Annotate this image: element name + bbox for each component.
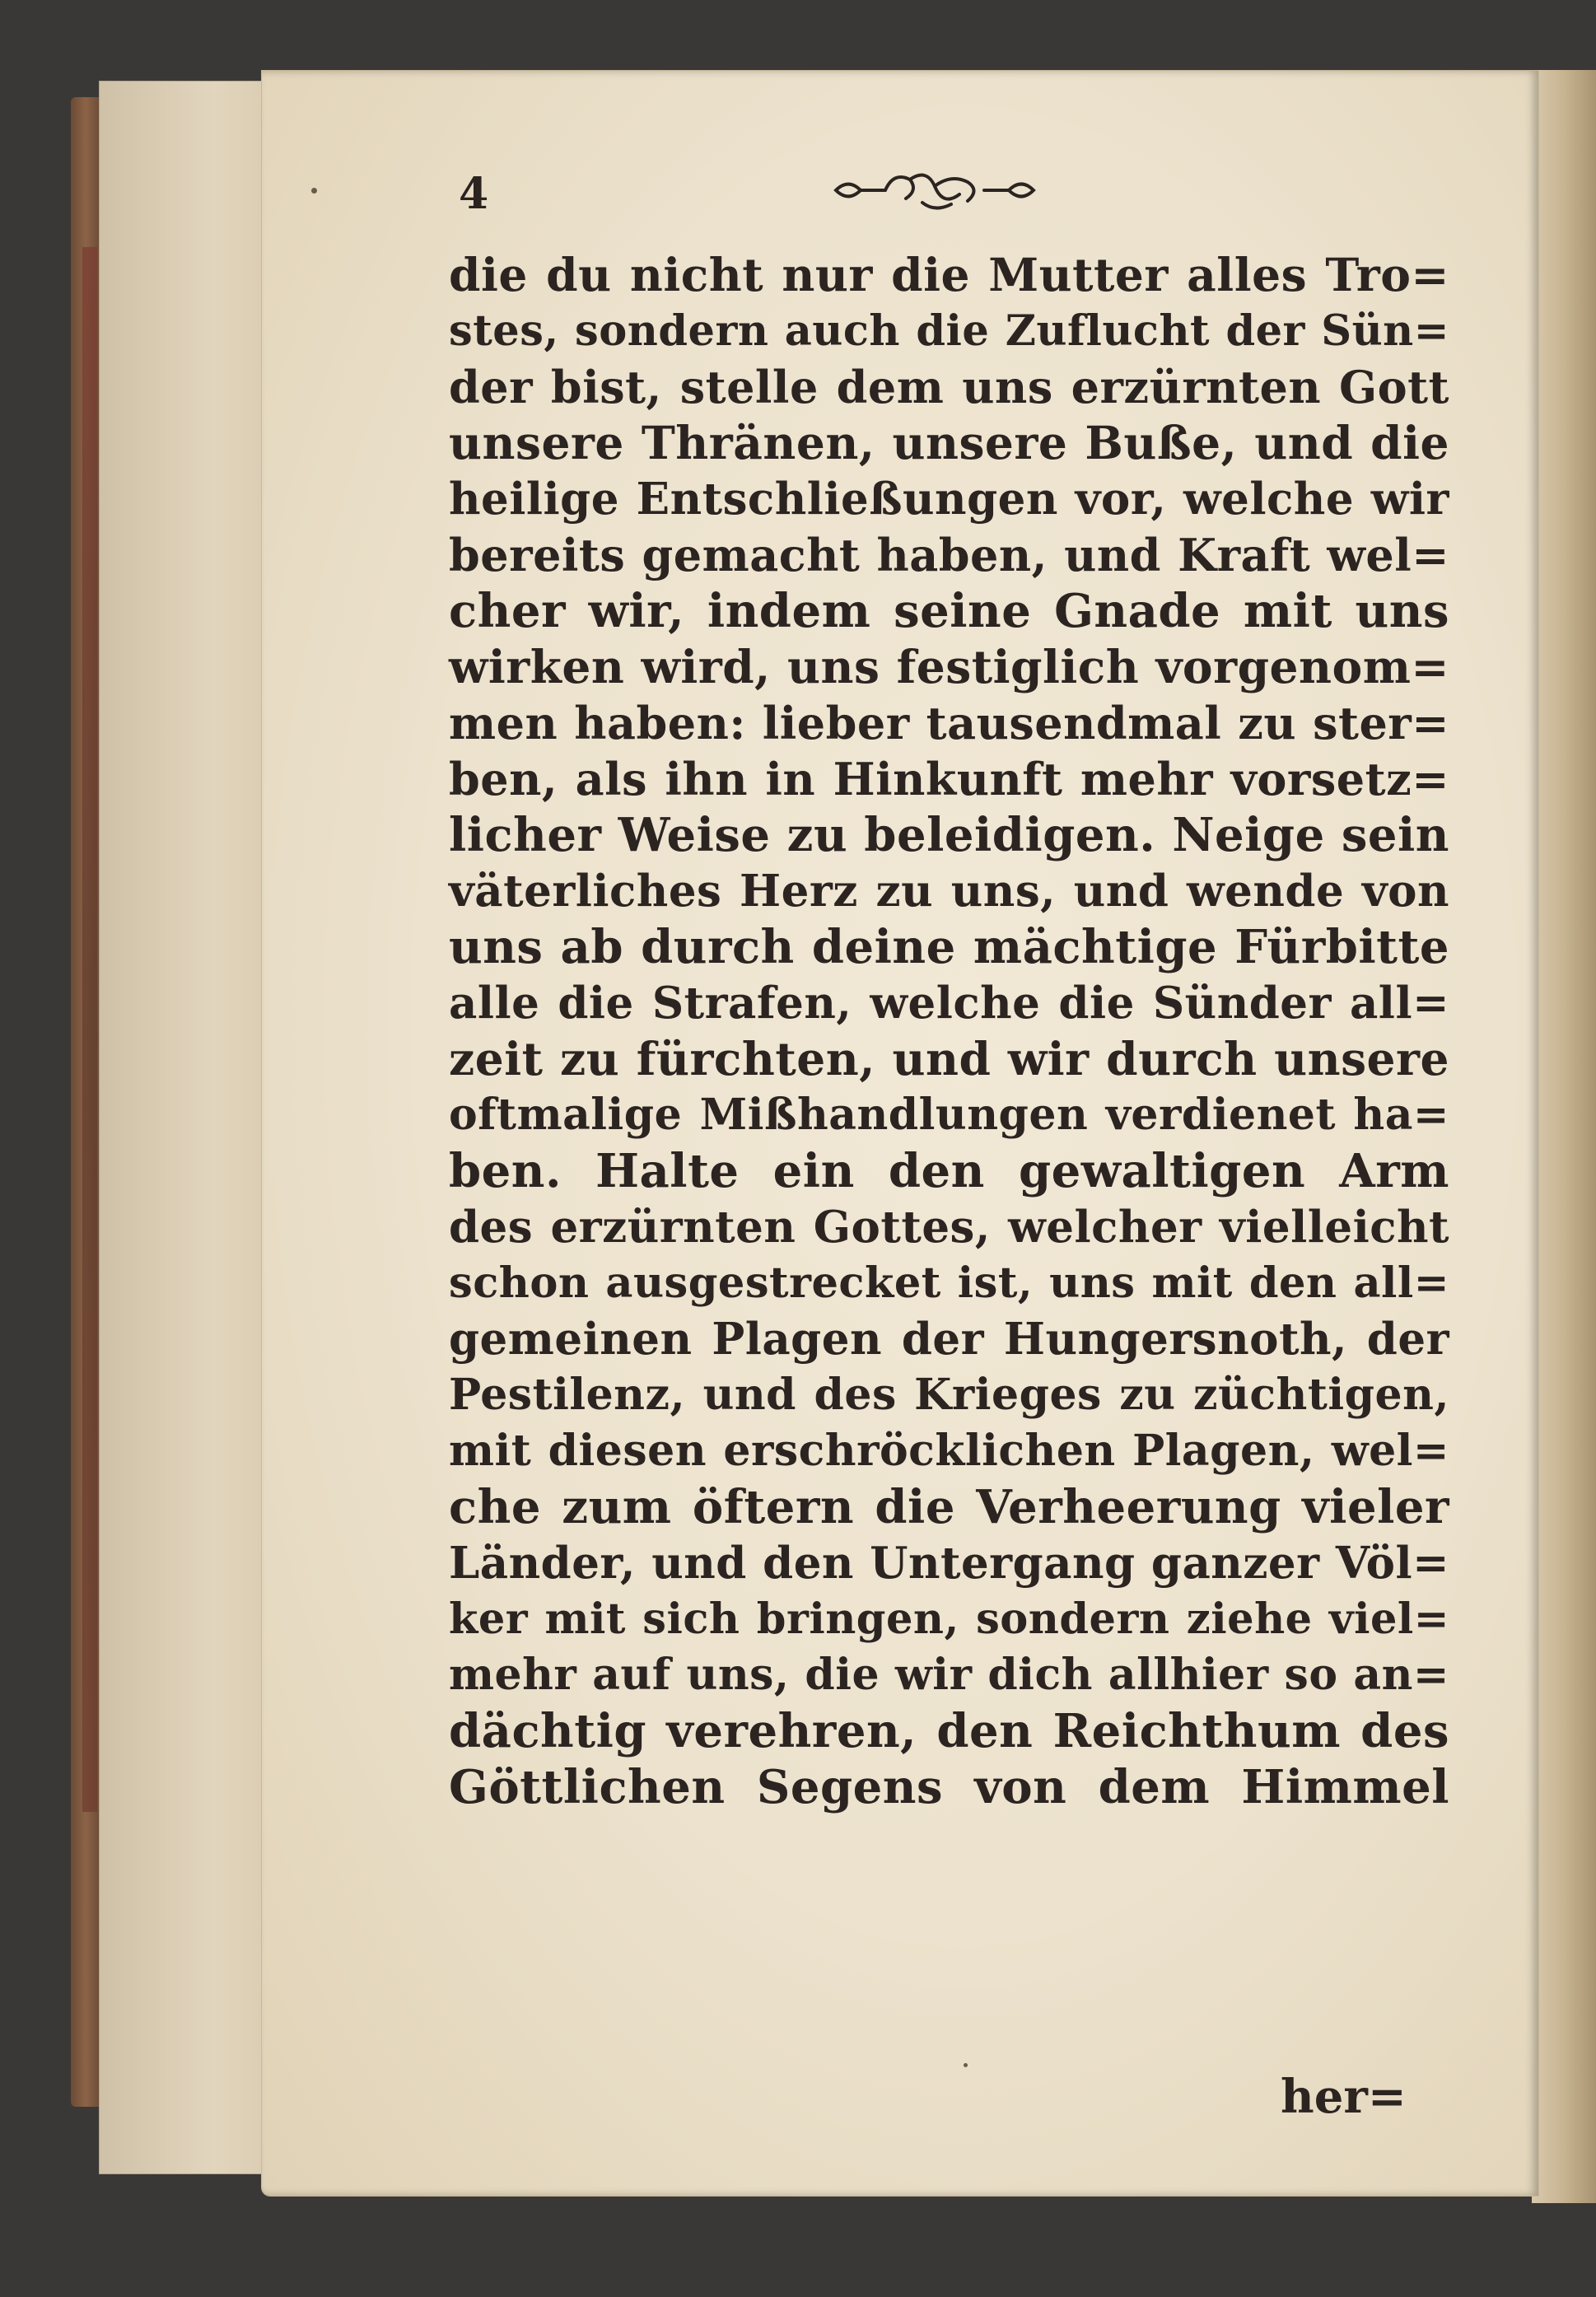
text-line: cher wir, indem seine Gnade mit uns (449, 584, 1449, 638)
text-line: uns ab durch deine mächtige Fürbitte (449, 920, 1449, 974)
text-line: Göttlichen Segens von dem Himmel (449, 1760, 1449, 1814)
text-line: gemeinen Plagen der Hungersnoth, der (449, 1314, 1449, 1365)
text-line: Länder, und den Untergang ganzer Völ= (449, 1538, 1449, 1589)
text-line: men haben: lieber tausendmal zu ster= (449, 697, 1449, 749)
body-text (449, 247, 1449, 1815)
text-line: stes, sondern auch die Zuflucht der Sün= (449, 306, 1449, 356)
decorative-flourish-icon (828, 161, 1042, 219)
text-line: licher Weise zu beleidigen. Neige sein (449, 808, 1449, 862)
text-line: wirken wird, uns festiglich vorgenom= (449, 640, 1449, 693)
text-line: der bist, stelle dem uns erzürnten Gott (449, 361, 1449, 413)
text-line: mehr auf uns, die wir dich allhier so an= (449, 1650, 1449, 1700)
text-line: alle die Strafen, welche die Sünder all= (449, 978, 1449, 1029)
text-line: dächtig verehren, den Reichthum des (449, 1704, 1449, 1758)
text-line: zeit zu fürchten, und wir durch unsere (449, 1032, 1449, 1085)
text-line: heilige Entschließungen vor, welche wir (449, 474, 1449, 525)
text-line: väterliches Herz zu uns, und wende von (449, 866, 1449, 917)
text-line: bereits gemacht haben, und Kraft wel= (449, 529, 1449, 581)
next-page-edge (1532, 70, 1596, 2203)
paper-speck (964, 2063, 968, 2067)
page-number: 4 (459, 169, 489, 219)
text-line: oftmalige Mißhandlungen verdienet ha= (449, 1090, 1449, 1140)
text-line: schon ausgestrecket ist, uns mit den all= (449, 1258, 1449, 1308)
catchword: her= (1281, 2070, 1407, 2124)
text-line: des erzürnten Gottes, welcher vielleicht (449, 1202, 1449, 1253)
book-spine (82, 247, 97, 1812)
text-line: ben. Halte ein den gewaltigen Arm (449, 1144, 1449, 1198)
paper-speck (311, 188, 317, 194)
text-line: mit diesen erschröcklichen Plagen, wel= (449, 1426, 1449, 1476)
text-line: die du nicht nur die Mutter alles Tro= (449, 248, 1449, 301)
text-line: ker mit sich bringen, sondern ziehe viel= (449, 1594, 1449, 1644)
text-line: che zum öftern die Verheerung vieler (449, 1480, 1449, 1534)
text-line: ben, als ihn in Hinkunft mehr vorsetz= (449, 753, 1449, 805)
text-line: Pestilenz, und des Krieges zu züchtigen, (449, 1370, 1449, 1420)
text-line: unsere Thränen, unsere Buße, und die (449, 416, 1449, 469)
